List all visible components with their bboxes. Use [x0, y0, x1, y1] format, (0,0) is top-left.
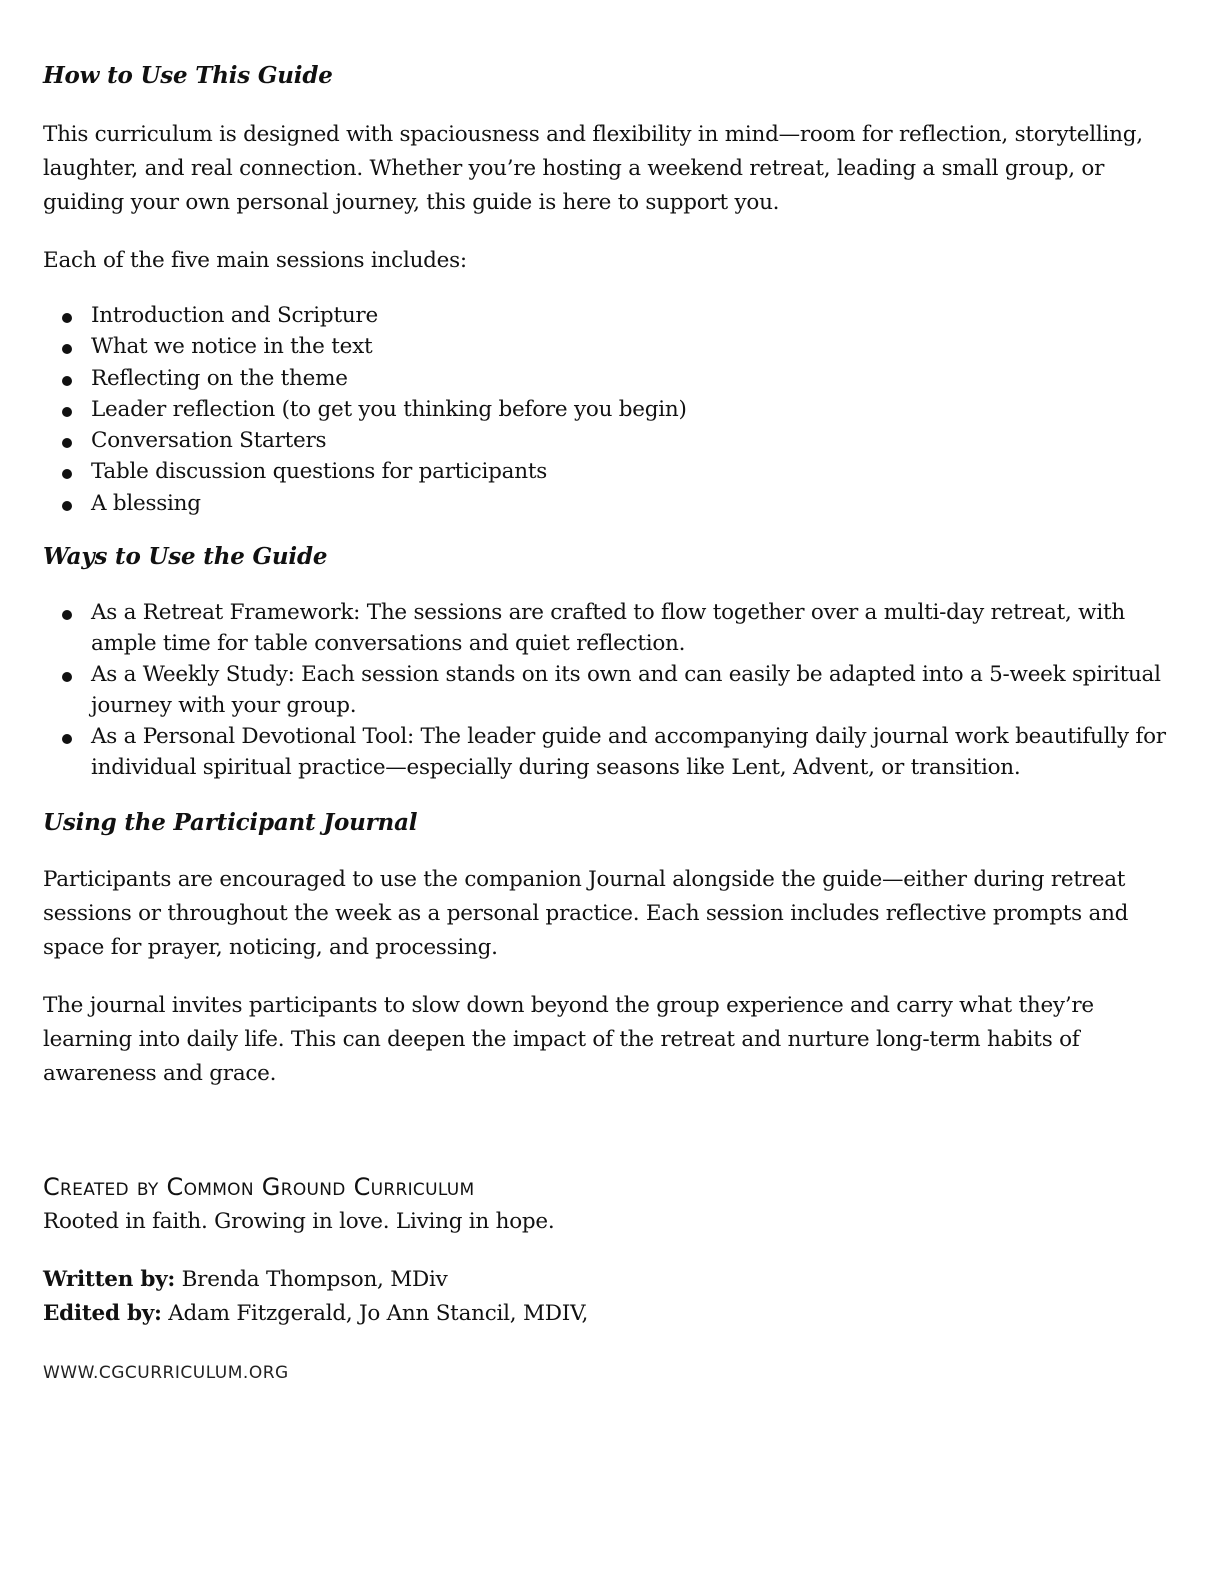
bullet-icon	[62, 469, 72, 479]
written-by-line	[43, 1263, 1173, 1297]
sessions-lead-text: Each of the five main sessions includes:	[43, 248, 467, 273]
list-item-text: As a Weekly Study: Each session stands on its own and can easily be adapted into a 5-week spiritual journey with your group.	[91, 662, 1161, 719]
brand-line: Created by Common Ground Curriculum	[43, 1173, 475, 1202]
bullet-icon	[62, 313, 72, 323]
journal-paragraph-2: The journal invites participants to slow down beyond the group experience and carry what they’re learning into daily life. This can deepen the impact of the retreat and nurture long-term habits of awareness and grace.	[43, 993, 1094, 1087]
edited-by-line	[43, 1297, 1173, 1331]
list-item	[43, 721, 1173, 783]
journal-heading: Using the Participant Journal	[43, 809, 418, 837]
intro-paragraph: This curriculum is designed with spaciousness and flexibility in mind—room for reflection, storytelling, laughter, and real connection. Whether you’re hosting a weekend retreat, leading a small group, or guiding your own personal journey, this guide is here to support you.	[43, 122, 1143, 215]
edited-by-value: Adam Fitzgerald, Jo Ann Stancil, MDIV,	[161, 1301, 589, 1327]
ways-list	[43, 597, 1173, 783]
bullet-icon	[62, 501, 72, 511]
list-item	[43, 659, 1173, 721]
bullet-icon	[62, 438, 72, 448]
list-item	[43, 597, 1173, 659]
written-by-value: Brenda Thompson, MDiv	[175, 1267, 448, 1293]
list-item	[43, 488, 1173, 519]
list-item	[43, 331, 1173, 362]
list-item-text: Introduction and Scripture	[91, 303, 378, 328]
list-item-text: Conversation Starters	[91, 428, 327, 454]
written-by-label: Written by:	[43, 1267, 176, 1293]
website-link[interactable]: WWW.CGCURRICULUM.ORG	[43, 1363, 289, 1384]
how-to-use-heading: How to Use This Guide	[43, 62, 333, 89]
list-item-text: As a Retreat Framework: The sessions are crafted to flow together over a multi-day retreat, with ample time for table conversations and quiet reflection.	[91, 600, 1125, 657]
list-item	[43, 394, 1173, 425]
list-item-text: Table discussion questions for participants	[91, 459, 548, 485]
list-item	[43, 456, 1173, 487]
list-item	[43, 363, 1173, 394]
edited-by-label: Edited by:	[43, 1301, 162, 1327]
tagline: Rooted in faith. Growing in love. Living in hope.	[43, 1209, 555, 1235]
list-item-text: What we notice in the text	[91, 334, 373, 360]
list-item-text: As a Personal Devotional Tool: The leader guide and accompanying daily journal work beautifully for individual spiritual practice—especially during seasons like Lent, Advent, or transition.	[91, 724, 1166, 781]
bullet-icon	[62, 376, 72, 386]
list-item	[43, 425, 1173, 456]
list-item-text: A blessing	[91, 490, 201, 516]
bullet-icon	[62, 344, 72, 354]
ways-heading: Ways to Use the Guide	[43, 543, 328, 571]
bullet-icon	[62, 610, 72, 620]
bullet-icon	[62, 407, 72, 417]
document-page	[43, 60, 1173, 1385]
bullet-icon	[62, 672, 72, 682]
list-item-text: Leader reflection (to get you thinking before you begin)	[91, 396, 687, 422]
session-items-list	[43, 300, 1173, 519]
journal-paragraph-1: Participants are encouraged to use the companion Journal alongside the guide—either during retreat sessions or throughout the week as a personal practice. Each session includes reflective prompts and space for prayer, noticing, and processing.	[43, 867, 1129, 961]
list-item	[43, 300, 1173, 331]
bullet-icon	[62, 734, 72, 744]
list-item-text: Reflecting on the theme	[91, 365, 348, 391]
